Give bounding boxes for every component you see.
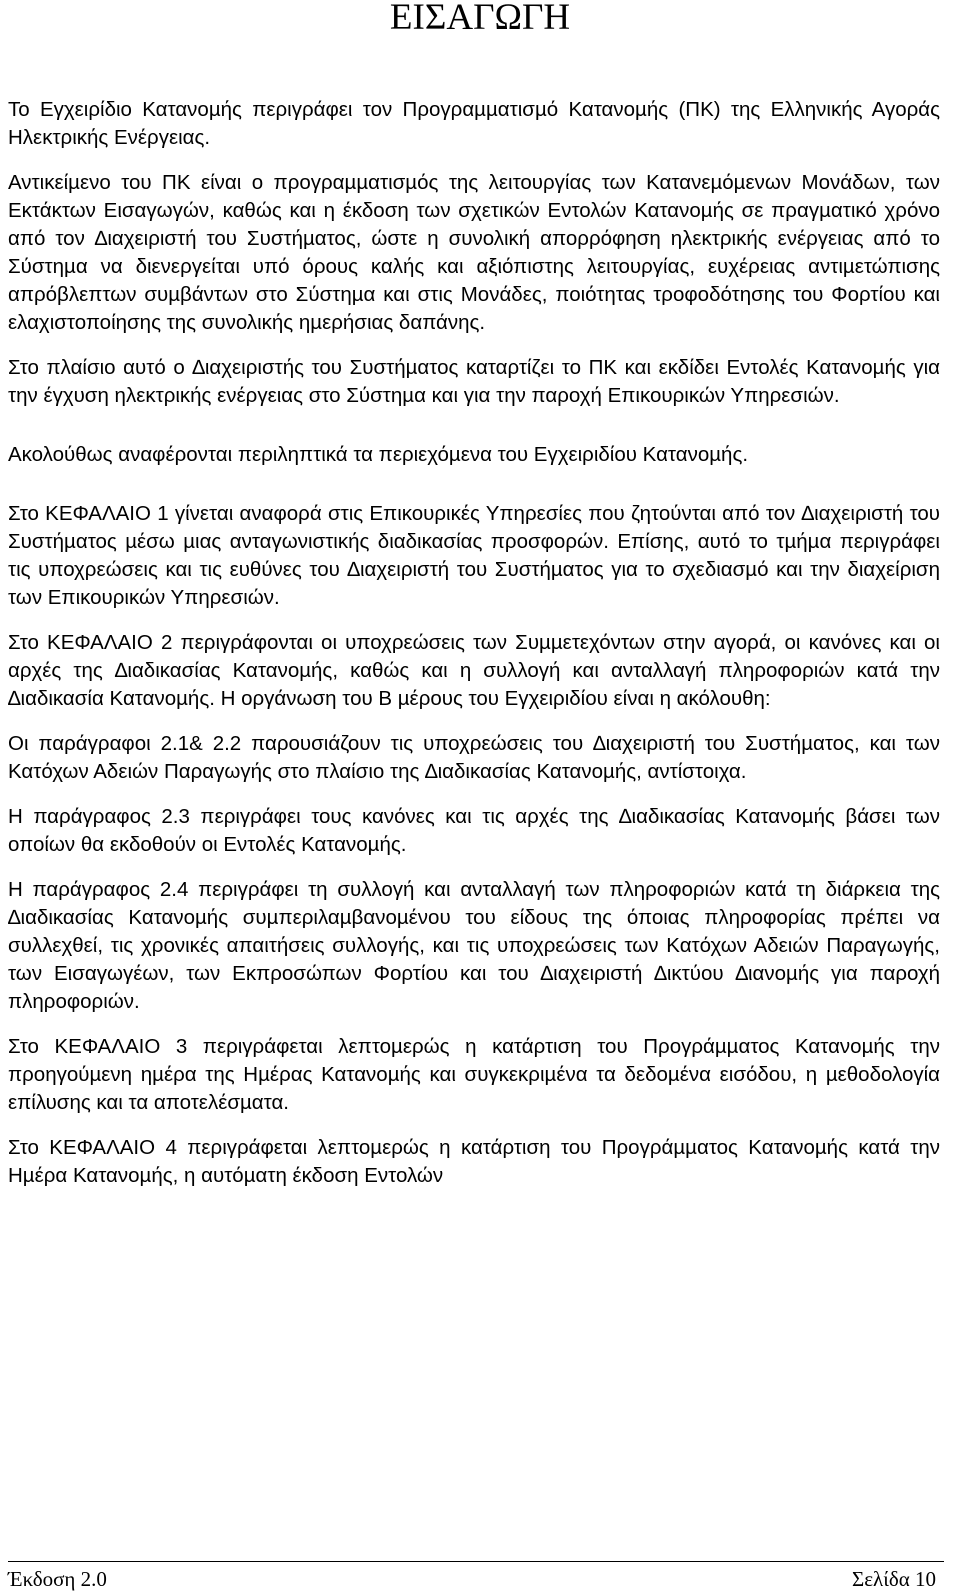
paragraph-section-2-1-2-2: Οι παράγραφοι 2.1& 2.2 παρουσιάζουν τις υποχρεώσεις του ∆ιαχειριστή του Συστήµατος, και των Κατόχων Αδειών Παραγωγής στο πλαίσιο της ∆ιαδικασίας Κατανοµής, αντίστοιχα. (8, 732, 940, 783)
paragraph-chapter-4: Στο ΚΕΦΑΛΑΙΟ 4 περιγράφεται λεπτοµερώς η κατάρτιση του Προγράµµατος Κατανοµής κατά την Ηµέρα Κατανοµής, η αυτόµατη έκδοση Εντολών (8, 1136, 940, 1187)
document-body (8, 96, 940, 1207)
page-footer (8, 1566, 936, 1592)
paragraph-context: Στο πλαίσιο αυτό ο ∆ιαχειριστής του Συστήµατος καταρτίζει το ΠΚ και εκδίδει Εντολές Κατανοµής για την έγχυση ηλεκτρικής ενέργειας στο Σύστηµα και για την παροχή Επικουρικών Υπηρεσιών. (8, 356, 940, 407)
paragraph-chapter-1: Στο ΚΕΦΑΛΑΙΟ 1 γίνεται αναφορά στις Επικουρικές Υπηρεσίες που ζητούνται από τον ∆ιαχειριστή του Συστήµατος µέσω µιας ανταγωνιστικής διαδικασίας προσφορών. Επίσης, αυτό το τµήµα περιγράφει τις υποχρεώσεις και τις ευθύνες του ∆ιαχειριστή του Συστήµατος για το σχεδιασµό και την διαχείριση των Επικουρικών Υπηρεσιών. (8, 502, 940, 609)
paragraph-summary-intro: Ακολούθως αναφέρονται περιληπτικά τα περιεχόµενα του Εγχειριδίου Κατανοµής. (8, 443, 749, 466)
paragraph-section-2-4: Η παράγραφος 2.4 περιγράφει τη συλλογή και ανταλλαγή των πληροφοριών κατά τη διάρκεια της ∆ιαδικασίας Κατανοµής συµπεριλαµβανοµένου του είδους της όποιας πληροφορίας πρέπει να συλλεχθεί, τις χρονικές απαιτήσεις συλλογής, και τις υποχρεώσεις των Κατόχων Αδειών Παραγωγής, των Εισαγωγέων, των Εκπροσώπων Φορτίου και του ∆ιαχειριστή ∆ικτύου ∆ιανοµής για παροχή πληροφοριών. (8, 878, 940, 1013)
footer-divider (8, 1561, 944, 1562)
paragraph-intro: Το Εγχειρίδιο Κατανοµής περιγράφει τον Προγραµµατισµό Κατανοµής (ΠΚ) της Ελληνικής Αγοράς Ηλεκτρικής Ενέργειας. (8, 98, 940, 149)
paragraph-chapter-2: Στο ΚΕΦΑΛΑΙΟ 2 περιγράφονται οι υποχρεώσεις των Συµµετεχόντων στην αγορά, οι κανόνες και οι αρχές της ∆ιαδικασίας Κατανοµής, καθώς και η συλλογή και ανταλλαγή πληροφοριών κατά την ∆ιαδικασία Κατανοµής. Η οργάνωση του Β µέρους του Εγχειριδίου είναι η ακόλουθη: (8, 631, 940, 710)
paragraph-chapter-3: Στο ΚΕΦΑΛΑΙΟ 3 περιγράφεται λεπτοµερώς η κατάρτιση του Προγράµµατος Κατανοµής την προηγούµενη ηµέρα της Ηµέρας Κατανοµής και συγκεκριµένα τα δεδοµένα εισόδου, η µεθοδολογία επίλυσης και τα αποτελέσµατα. (8, 1035, 940, 1114)
paragraph-section-2-3: Η παράγραφος 2.3 περιγράφει τους κανόνες και τις αρχές της ∆ιαδικασίας Κατανοµής βάσει των οποίων θα εκδοθούν οι Εντολές Κατανοµής. (8, 805, 940, 856)
page-title: ΕΙΣΑΓΩΓΗ (389, 0, 571, 38)
footer-version: Έκδοση 2.0 (8, 1567, 107, 1591)
footer-page-number: Σελίδα 10 (851, 1567, 936, 1591)
paragraph-objective: Αντικείµενο του ΠΚ είναι ο προγραµµατισµός της λειτουργίας των Κατανεµόµενων Μονάδων, των Εκτάκτων Εισαγωγών, καθώς και η έκδοση των σχετικών Εντολών Κατανοµής σε πραγµατικό χρόνο από τον ∆ιαχειριστή του Συστήµατος, ώστε η συνολική απορρόφηση ηλεκτρικής ενέργειας από το Σύστηµα να διενεργείται υπό όρους καλής και αξιόπιστης λειτουργίας, ευχέρειας αντιµετώπισης απρόβλεπτων συµβάντων στο Σύστηµα και στις Μονάδες, ποιότητας τροφοδότησης του Φορτίου και ελαχιστοποίησης της συνολικής ηµερήσιας δαπάνης. (8, 171, 940, 334)
